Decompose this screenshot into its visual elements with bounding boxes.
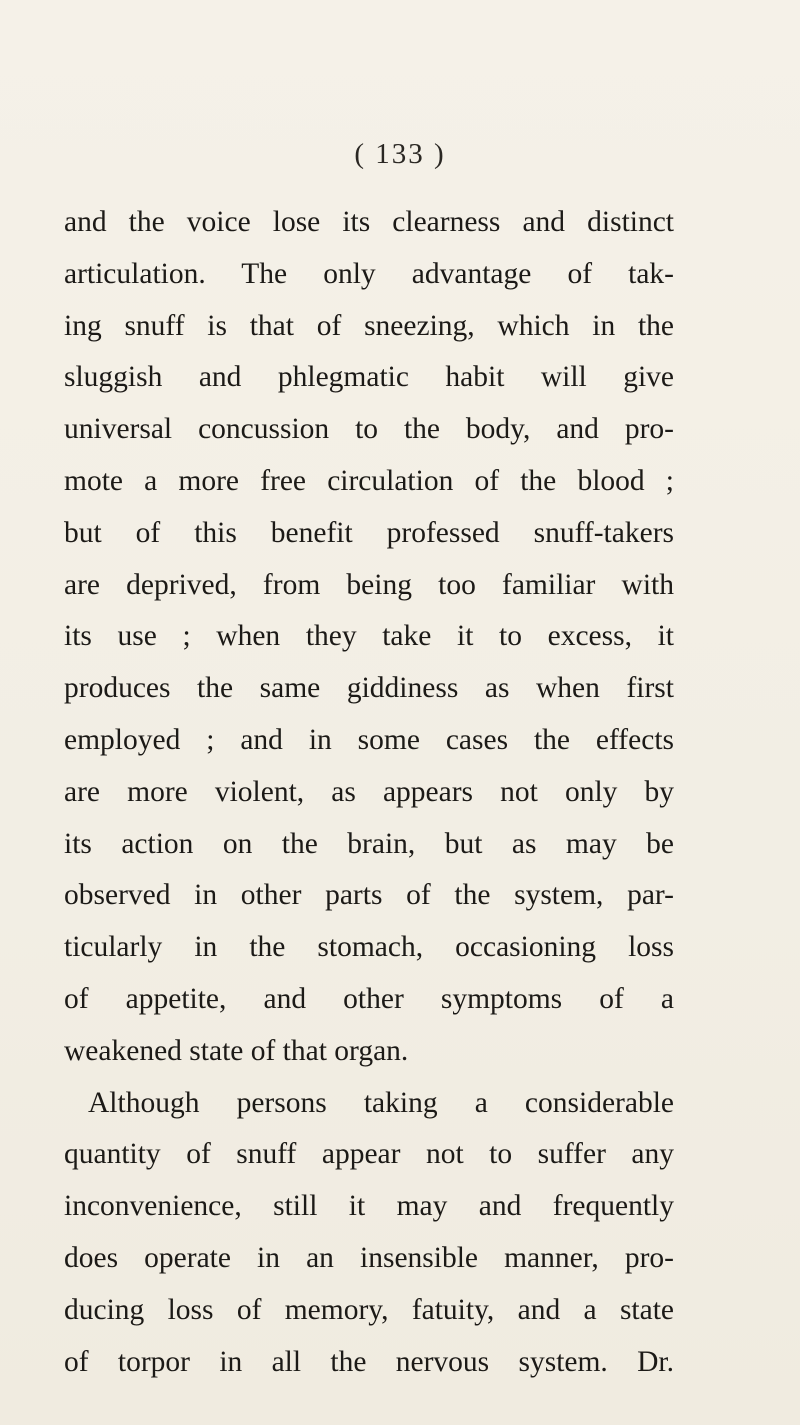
body-text: [64, 197, 674, 1388]
text-line: mote a more free circulation of the blood ;: [64, 464, 674, 497]
text-line: ticularly in the stomach, occasioning loss: [64, 931, 674, 964]
text-line: and the voice lose its clearness and distinct: [64, 206, 674, 238]
text-line: ducing loss of memory, fatuity, and a state: [64, 1293, 674, 1326]
text-line: its action on the brain, but as may be: [64, 827, 674, 860]
text-line: of torpor in all the nervous system. Dr.: [64, 1345, 674, 1378]
text-line: its use ; when they take it to excess, it: [64, 620, 674, 653]
text-line: produces the same giddiness as when first: [64, 672, 674, 705]
text-line: does operate in an insensible manner, pro-: [64, 1241, 674, 1274]
text-line: ing snuff is that of sneezing, which in the: [64, 309, 674, 342]
text-line: weakened state of that organ.: [64, 1034, 409, 1067]
text-line: are more violent, as appears not only by: [64, 775, 674, 808]
text-line: employed ; and in some cases the effects: [64, 723, 674, 756]
text-line: sluggish and phlegmatic habit will give: [64, 361, 674, 394]
text-line: quantity of snuff appear not to suffer any: [64, 1138, 674, 1171]
text-line: but of this benefit professed snuff-takers: [64, 516, 674, 549]
text-line: are deprived, from being too familiar with: [64, 568, 674, 601]
text-line: observed in other parts of the system, par-: [64, 879, 674, 912]
text-line: universal concussion to the body, and pro-: [64, 413, 674, 446]
paragraph-start-line: Although persons taking a considerable: [88, 1086, 674, 1119]
page-number: ( 133 ): [354, 138, 446, 170]
text-line: inconvenience, still it may and frequently: [64, 1190, 674, 1223]
text-line: of appetite, and other symptoms of a: [64, 982, 674, 1015]
text-line: articulation. The only advantage of tak-: [64, 257, 674, 290]
